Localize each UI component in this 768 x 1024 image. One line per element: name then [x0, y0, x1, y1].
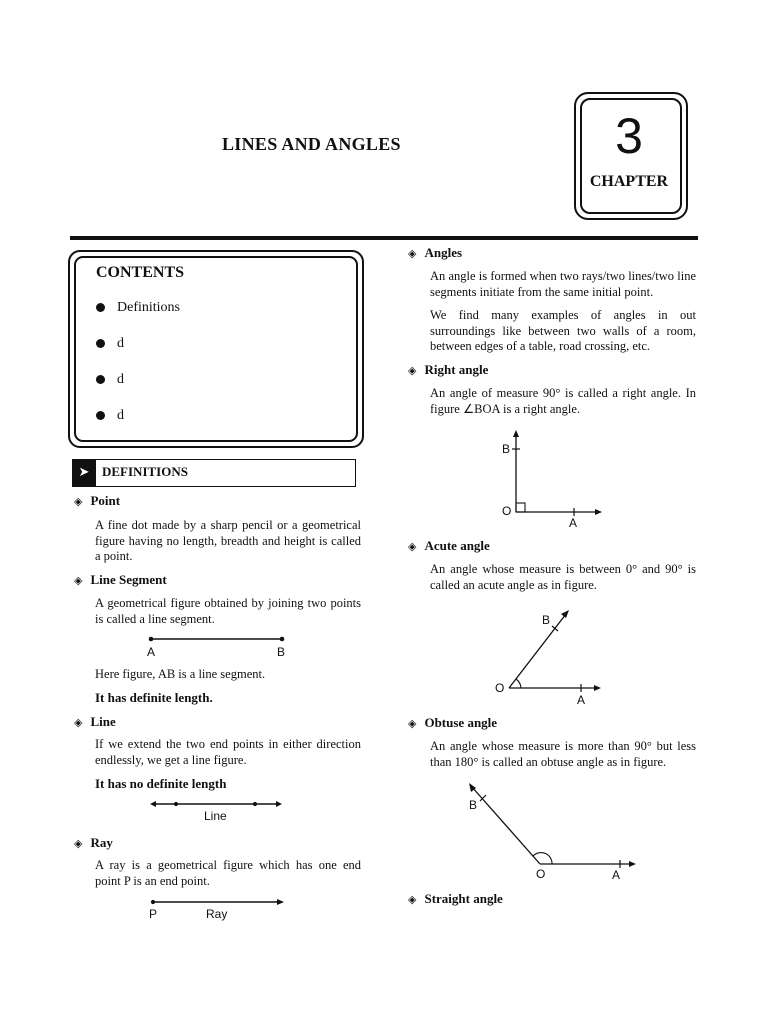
- contents-heading: CONTENTS: [96, 264, 185, 281]
- obtuse-angle-heading: ◈ Obtuse angle: [408, 715, 498, 730]
- ray-heading: ◈ Ray: [74, 835, 113, 850]
- chapter-label: CHAPTER: [589, 173, 669, 190]
- line-segment-figure: [140, 630, 300, 660]
- right-angle-heading: ◈ Right angle: [408, 362, 489, 377]
- point-heading: ◈ Point: [74, 493, 121, 508]
- angles-heading: ◈ Angles: [408, 245, 463, 260]
- right-angle-figure: [495, 430, 610, 535]
- straight-angle-heading: ◈ Straight angle: [408, 891, 503, 906]
- line-segment-note: Here figure, AB is a line segment.: [95, 667, 266, 681]
- right-angle-text: An angle of measure 90° is called a right angle. In figure ∠BOA is a right angle.: [430, 386, 696, 416]
- diamond-icon: ◈: [74, 837, 83, 850]
- angles-text-1: An angle is formed when two rays/two lines/two line segments initiate from the same initial point.: [430, 269, 696, 299]
- obtuse-angle-label-o: O: [536, 867, 546, 881]
- diamond-icon: ◈: [408, 364, 417, 377]
- definitions-section-label: DEFINITIONS: [102, 464, 188, 479]
- arrow-right-icon: ➤: [72, 459, 96, 487]
- line-segment-text: A geometrical figure obtained by joining two points is called a line segment.: [95, 596, 361, 626]
- line-text: If we extend the two end points in either direction endlessly, we get a line figure.: [95, 737, 361, 767]
- acute-angle-heading: ◈ Acute angle: [408, 538, 490, 553]
- page-title: LINES AND ANGLES: [222, 134, 401, 154]
- line-segment-heading: ◈ Line Segment: [74, 572, 167, 587]
- line-bold-note: It has no definite length: [95, 776, 227, 791]
- acute-angle-label-a: A: [577, 693, 586, 707]
- ray-figure-label: Ray: [206, 907, 228, 921]
- diamond-icon: ◈: [74, 495, 83, 508]
- diamond-icon: ◈: [74, 574, 83, 587]
- obtuse-angle-text: An angle whose measure is more than 90° but less than 180° is called an obtuse angle as in figure.: [430, 739, 696, 769]
- right-angle-label-b: B: [502, 442, 511, 456]
- diamond-icon: ◈: [408, 893, 417, 906]
- contents-item: d: [96, 408, 124, 424]
- acute-angle-figure: [490, 600, 610, 710]
- diamond-icon: ◈: [408, 540, 417, 553]
- angles-text-2: We find many examples of angles in out surroundings like between two walls of a room, between edges of a table, road crossing, etc.: [430, 308, 696, 353]
- ray-text: A ray is a geometrical figure which has one end point P is an end point.: [95, 858, 361, 888]
- header-divider: [70, 236, 698, 240]
- point-text: A fine dot made by a sharp pencil or a geometrical figure having no length, breadth and height is called a point.: [95, 518, 361, 563]
- line-figure: [148, 796, 288, 826]
- bullet-dot-icon: [96, 411, 105, 420]
- bullet-dot-icon: [96, 375, 105, 384]
- right-angle-label-a: A: [569, 516, 578, 530]
- contents-item: d: [96, 372, 124, 388]
- diamond-icon: ◈: [408, 717, 417, 730]
- ray-figure: [145, 893, 290, 923]
- acute-angle-label-b: B: [542, 613, 551, 627]
- line-figure-label: Line: [204, 809, 227, 823]
- bullet-dot-icon: [96, 339, 105, 348]
- bullet-dot-icon: [96, 303, 105, 312]
- obtuse-angle-label-b: B: [469, 798, 478, 812]
- contents-item: Definitions: [96, 300, 180, 316]
- segment-label-a: A: [147, 645, 156, 659]
- chapter-number: 3: [615, 108, 643, 164]
- ray-label-p: P: [149, 907, 158, 921]
- line-segment-bold-note: It has definite length.: [95, 690, 213, 705]
- contents-item: d: [96, 336, 124, 352]
- diamond-icon: ◈: [408, 247, 417, 260]
- acute-angle-label-o: O: [495, 681, 505, 695]
- diamond-icon: ◈: [74, 716, 83, 729]
- right-angle-label-o: O: [502, 504, 512, 518]
- acute-angle-text: An angle whose measure is between 0° and 90° is called an acute angle as in figure.: [430, 562, 696, 592]
- line-heading: ◈ Line: [74, 714, 116, 729]
- segment-label-b: B: [277, 645, 286, 659]
- obtuse-angle-label-a: A: [612, 868, 621, 882]
- obtuse-angle-figure: [462, 778, 642, 888]
